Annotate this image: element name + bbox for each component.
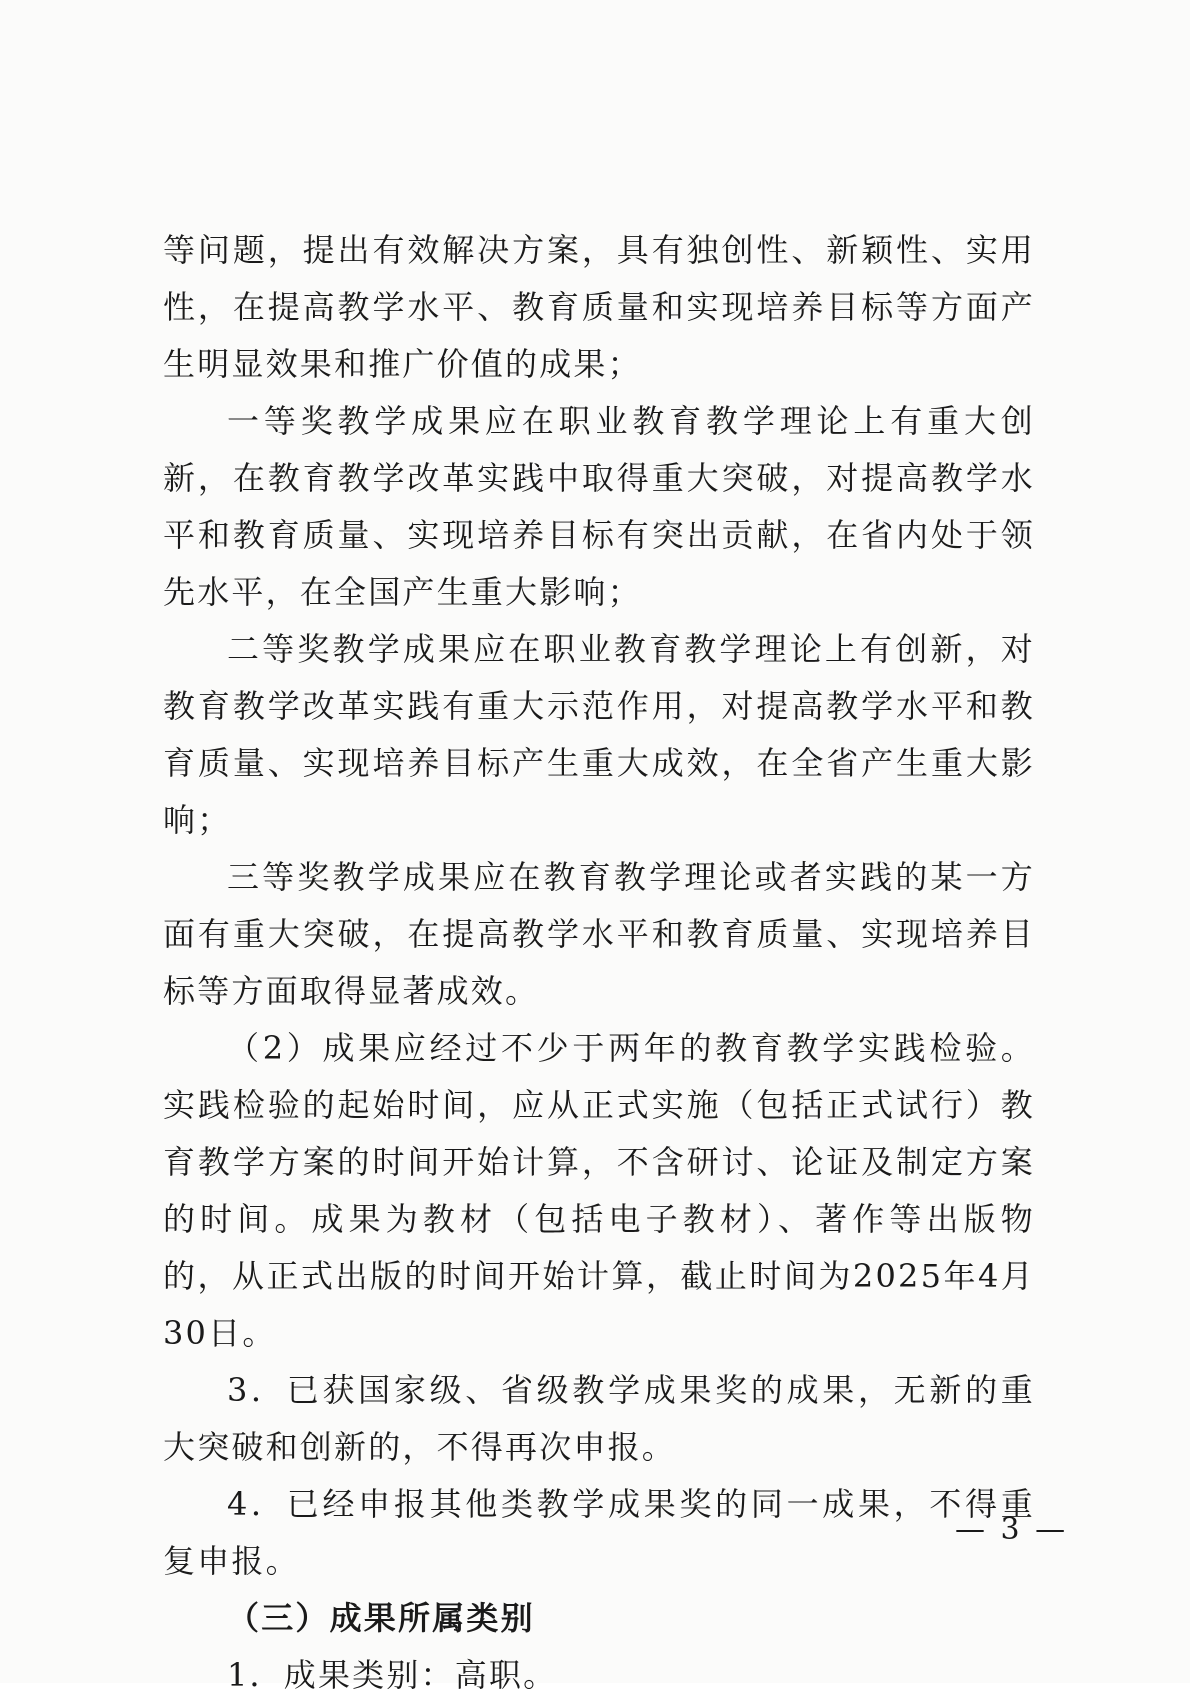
- paragraph-practice-period: （2）成果应经过不少于两年的教育教学实践检验。实践检验的起始时间，应从正式实施（包括正式试行）教育教学方案的时间开始计算，不含研讨、论证及制定方案的时间。成果为教材（包括电子教材）、著作等出版物的，从正式出版的时间开始计算，截止时间为2025年4月30日。: [163, 1029, 1035, 1352]
- section-heading: （三）成果所属类别: [227, 1599, 535, 1637]
- paragraph-category-item-1: 1．成果类别：高职。: [227, 1656, 558, 1694]
- paragraph-second-prize: 二等奖教学成果应在职业教育教学理论上有创新，对教育教学改革实践有重大示范作用，对提高教学水平和教育质量、实现培养目标产生重大成效，在全省产生重大影响；: [163, 630, 1035, 839]
- paragraph-criteria-continuation: 等问题，提出有效解决方案，具有独创性、新颖性、实用性，在提高教学水平、教育质量和实现培养目标等方面产生明显效果和推广价值的成果；: [163, 231, 1035, 383]
- document-body: [163, 222, 1035, 1704]
- paragraph-third-prize: 三等奖教学成果应在教育教学理论或者实践的某一方面有重大突破，在提高教学水平和教育质量、实现培养目标等方面取得显著成效。: [163, 858, 1035, 1010]
- paragraph-item-4: 4．已经申报其他类教学成果奖的同一成果，不得重复申报。: [163, 1485, 1035, 1580]
- paragraph-first-prize: 一等奖教学成果应在职业教育教学理论上有重大创新，在教育教学改革实践中取得重大突破，对提高教学水平和教育质量、实现培养目标有突出贡献，在省内处于领先水平，在全国产生重大影响；: [163, 402, 1035, 611]
- paragraph-item-3: 3．已获国家级、省级教学成果奖的成果，无新的重大突破和创新的，不得再次申报。: [163, 1371, 1035, 1466]
- page-number: — 3 —: [955, 1512, 1069, 1547]
